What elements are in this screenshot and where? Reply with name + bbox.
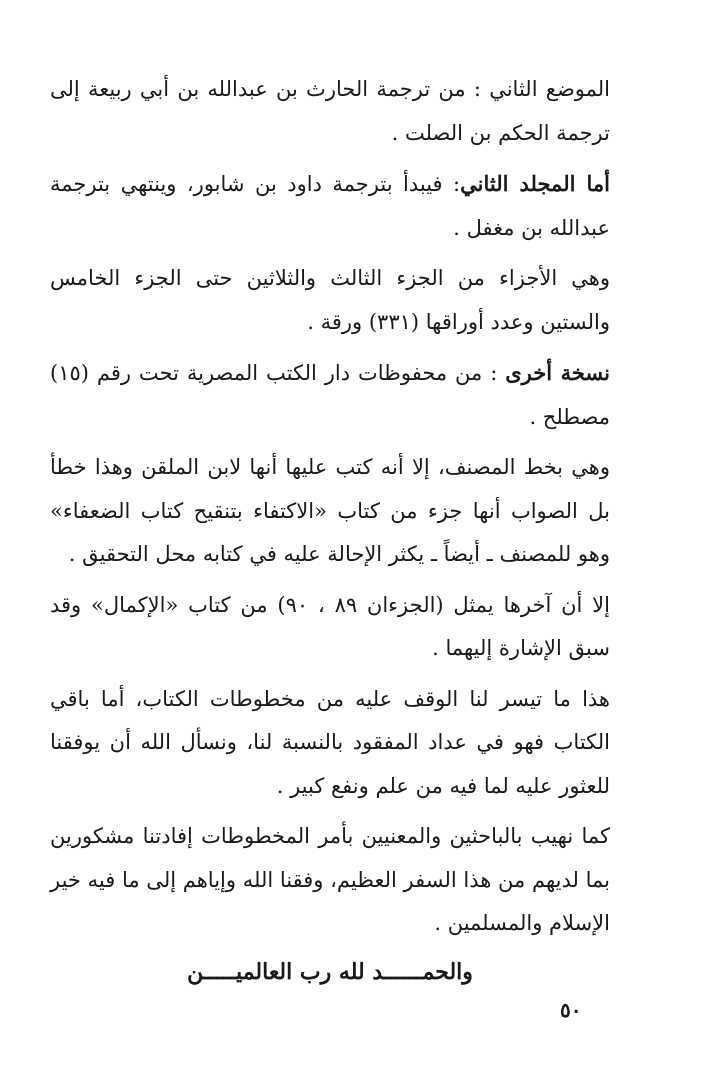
book-page-body: [50, 68, 610, 994]
paragraph-4-heading: نسخة أخرى: [505, 360, 610, 385]
paragraph-4-text: : من محفوظات دار الكتب المصرية تحت رقم (١٥) مصطلح .: [50, 361, 610, 429]
paragraph-8-text: كما نهيب بالباحثين والمعنيين بأمر المخطوطات إفادتنا مشكورين بما لديهم من هذا السفر العظيم، وفقنا الله وإياهم إلى ما فيه خير الإسلام والمسلمين .: [50, 824, 610, 935]
closing-praise: والحمــــــد لله رب العالميـــــن: [187, 958, 473, 985]
paragraph-3: [50, 257, 610, 344]
paragraph-1-text: الموضع الثاني : من ترجمة الحارث بن عبدالله بن أبي ربيعة إلى ترجمة الحكم بن الصلت .: [50, 77, 610, 145]
paragraph-1: [50, 68, 610, 155]
paragraph-5-text: وهي بخط المصنف، إلا أنه كتب عليها أنها لابن الملقن وهذا خطأ بل الصواب أنها جزء من كتاب «الاكتفاء بتنقيح كتاب الضعفاء» وهو للمصنف ـ أيضاً ـ يكثر الإحالة عليه في كتابه محل التحقيق .: [50, 455, 610, 566]
paragraph-3-text: وهي الأجزاء من الجزء الثالث والثلاثين حتى الجزء الخامس والستين وعدد أوراقها (٣٣١) ورقة .: [50, 266, 610, 334]
paragraph-6: [50, 584, 610, 671]
paragraph-8: [50, 815, 610, 946]
paragraph-2-text: : فيبدأ بترجمة داود بن شابور، وينتهي بترجمة عبدالله بن مغفل .: [50, 172, 610, 240]
paragraph-2-heading: أما المجلد الثاني: [460, 171, 610, 196]
paragraph-7-text: هذا ما تيسر لنا الوقف عليه من مخطوطات الكتاب، أما باقي الكتاب فهو في عداد المفقود بالنسبة لنا، ونسأل الله أن يوفقنا للعثور عليه لما فيه من علم ونفع كبير .: [50, 686, 610, 798]
paragraph-2: [50, 162, 610, 250]
page-number: ٥٠: [560, 998, 582, 1022]
paragraph-6-text: إلا أن آخرها يمثل (الجزءان ٨٩ ، ٩٠) من كتاب «الإكمال» وقد سبق الإشارة إليهما .: [50, 592, 610, 660]
paragraph-4: [50, 351, 610, 439]
paragraph-5: [50, 446, 610, 577]
paragraph-7: [50, 678, 610, 809]
